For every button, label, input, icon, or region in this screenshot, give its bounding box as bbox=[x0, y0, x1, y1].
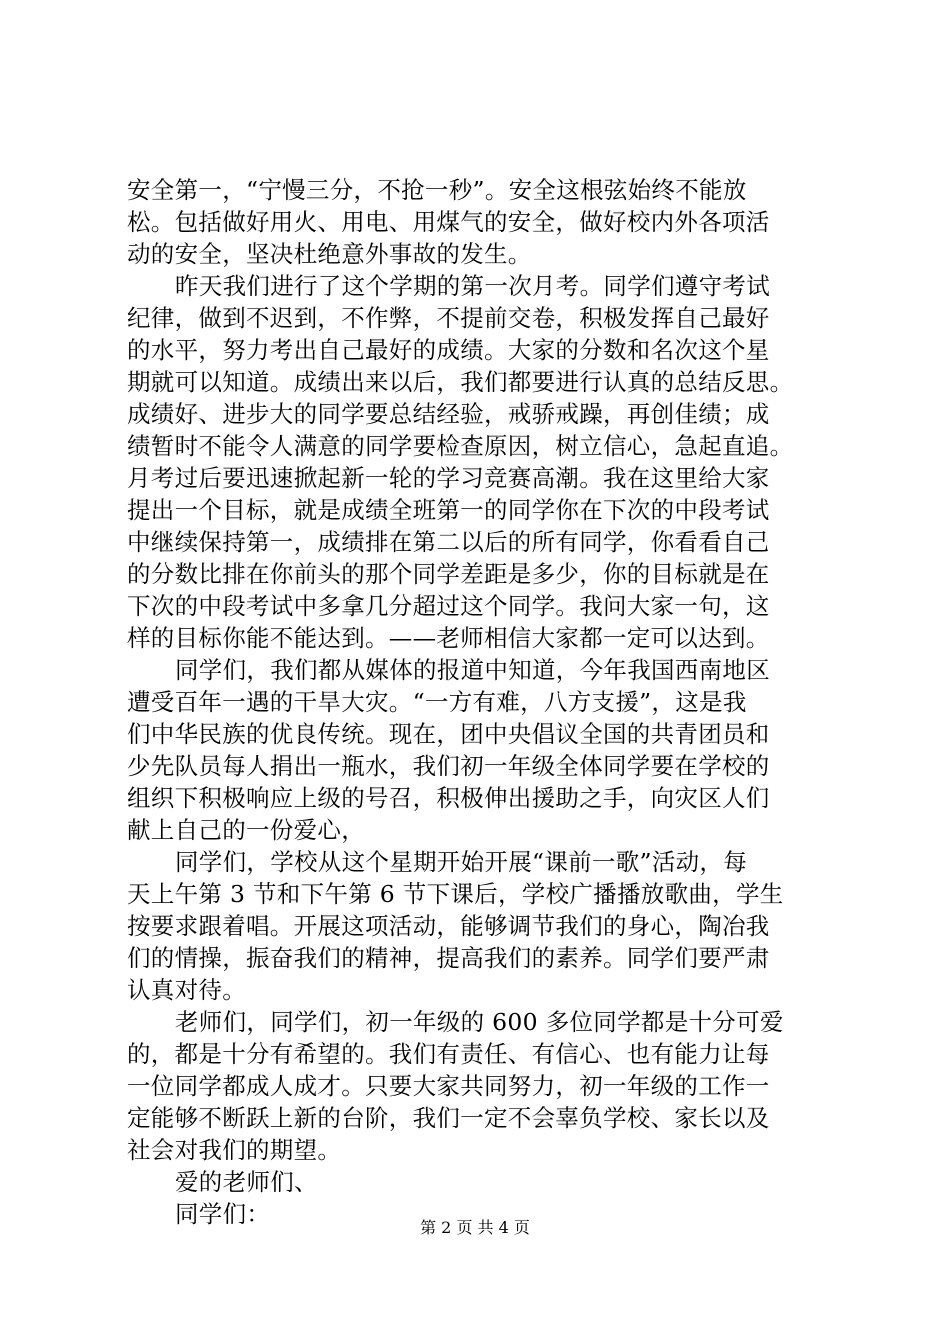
text-line: 的水平，努力考出自己最好的成绩。大家的分数和名次这个星 bbox=[127, 336, 770, 364]
text-line: 一位同学都成人成才。只要大家共同努力，初一年级的工作一 bbox=[127, 1072, 770, 1100]
text-line: 少先队员每人捐出一瓶水，我们初一年级全体同学要在学校的 bbox=[127, 752, 770, 780]
text-line: 中继续保持第一，成绩排在第二以后的所有同学，你看看自己 bbox=[127, 528, 770, 556]
text-line: 同学们： bbox=[175, 1200, 271, 1228]
text-line: 纪律，做到不迟到，不作弊，不提前交卷，积极发挥自己最好 bbox=[127, 304, 770, 332]
text-line: 样的目标你能不能达到。——老师相信大家都一定可以达到。 bbox=[127, 624, 770, 652]
text-line: 们中华民族的优良传统。现在，团中央倡议全国的共青团员和 bbox=[127, 720, 770, 748]
text-line: 老师们，同学们，初一年级的 600 多位同学都是十分可爱 bbox=[175, 1008, 784, 1036]
text-line: 按要求跟着唱。开展这项活动，能够调节我们的身心，陶冶我 bbox=[127, 912, 770, 940]
text-line: 成绩好、进步大的同学要总结经验，戒骄戒躁，再创佳绩；成 bbox=[127, 400, 770, 428]
text-line: 献上自己的一份爱心， bbox=[127, 816, 365, 844]
text-line: 昨天我们进行了这个学期的第一次月考。同学们遵守考试 bbox=[175, 272, 770, 300]
text-line: 认真对待。 bbox=[127, 976, 246, 1004]
text-line: 社会对我们的期望。 bbox=[127, 1136, 342, 1164]
text-line: 爱的老师们、 bbox=[175, 1168, 318, 1196]
page-footer: 第 2 页 共 4 页 bbox=[420, 1218, 530, 1237]
text-line: 下次的中段考试中多拿几分超过这个同学。我问大家一句，这 bbox=[127, 592, 770, 620]
text-line: 绩暂时不能令人满意的同学要检查原因，树立信心，急起直追。 bbox=[127, 432, 794, 460]
text-line: 同学们，学校从这个星期开始开展“课前一歌”活动，每 bbox=[175, 848, 748, 876]
text-line: 们的情操，振奋我们的精神，提高我们的素养。同学们要严肃 bbox=[127, 944, 770, 972]
text-line: 松。包括做好用火、用电、用煤气的安全，做好校内外各项活 bbox=[127, 208, 770, 236]
text-line: 动的安全，坚决杜绝意外事故的发生。 bbox=[127, 240, 532, 268]
text-line: 提出一个目标，就是成绩全班第一的同学你在下次的中段考试 bbox=[127, 496, 770, 524]
text-line: 月考过后要迅速掀起新一轮的学习竞赛高潮。我在这里给大家 bbox=[127, 464, 770, 492]
body-text bbox=[127, 174, 847, 1230]
text-line: 的分数比排在你前头的那个同学差距是多少，你的目标就是在 bbox=[127, 560, 770, 588]
text-line: 定能够不断跃上新的台阶，我们一定不会辜负学校、家长以及 bbox=[127, 1104, 770, 1132]
text-line: 安全第一，“宁慢三分，不抢一秒”。安全这根弦始终不能放 bbox=[127, 176, 747, 204]
text-line: 的，都是十分有希望的。我们有责任、有信心、也有能力让每 bbox=[127, 1040, 770, 1068]
text-line: 遭受百年一遇的干旱大灾。“一方有难，八方支援”，这是我 bbox=[127, 688, 747, 716]
text-line: 天上午第 3 节和下午第 6 节下课后，学校广播播放歌曲，学生 bbox=[127, 880, 784, 908]
text-line: 同学们，我们都从媒体的报道中知道，今年我国西南地区 bbox=[175, 656, 770, 684]
text-line: 组织下积极响应上级的号召，积极伸出援助之手，向灾区人们 bbox=[127, 784, 770, 812]
text-line: 期就可以知道。成绩出来以后，我们都要进行认真的总结反思。 bbox=[127, 368, 794, 396]
